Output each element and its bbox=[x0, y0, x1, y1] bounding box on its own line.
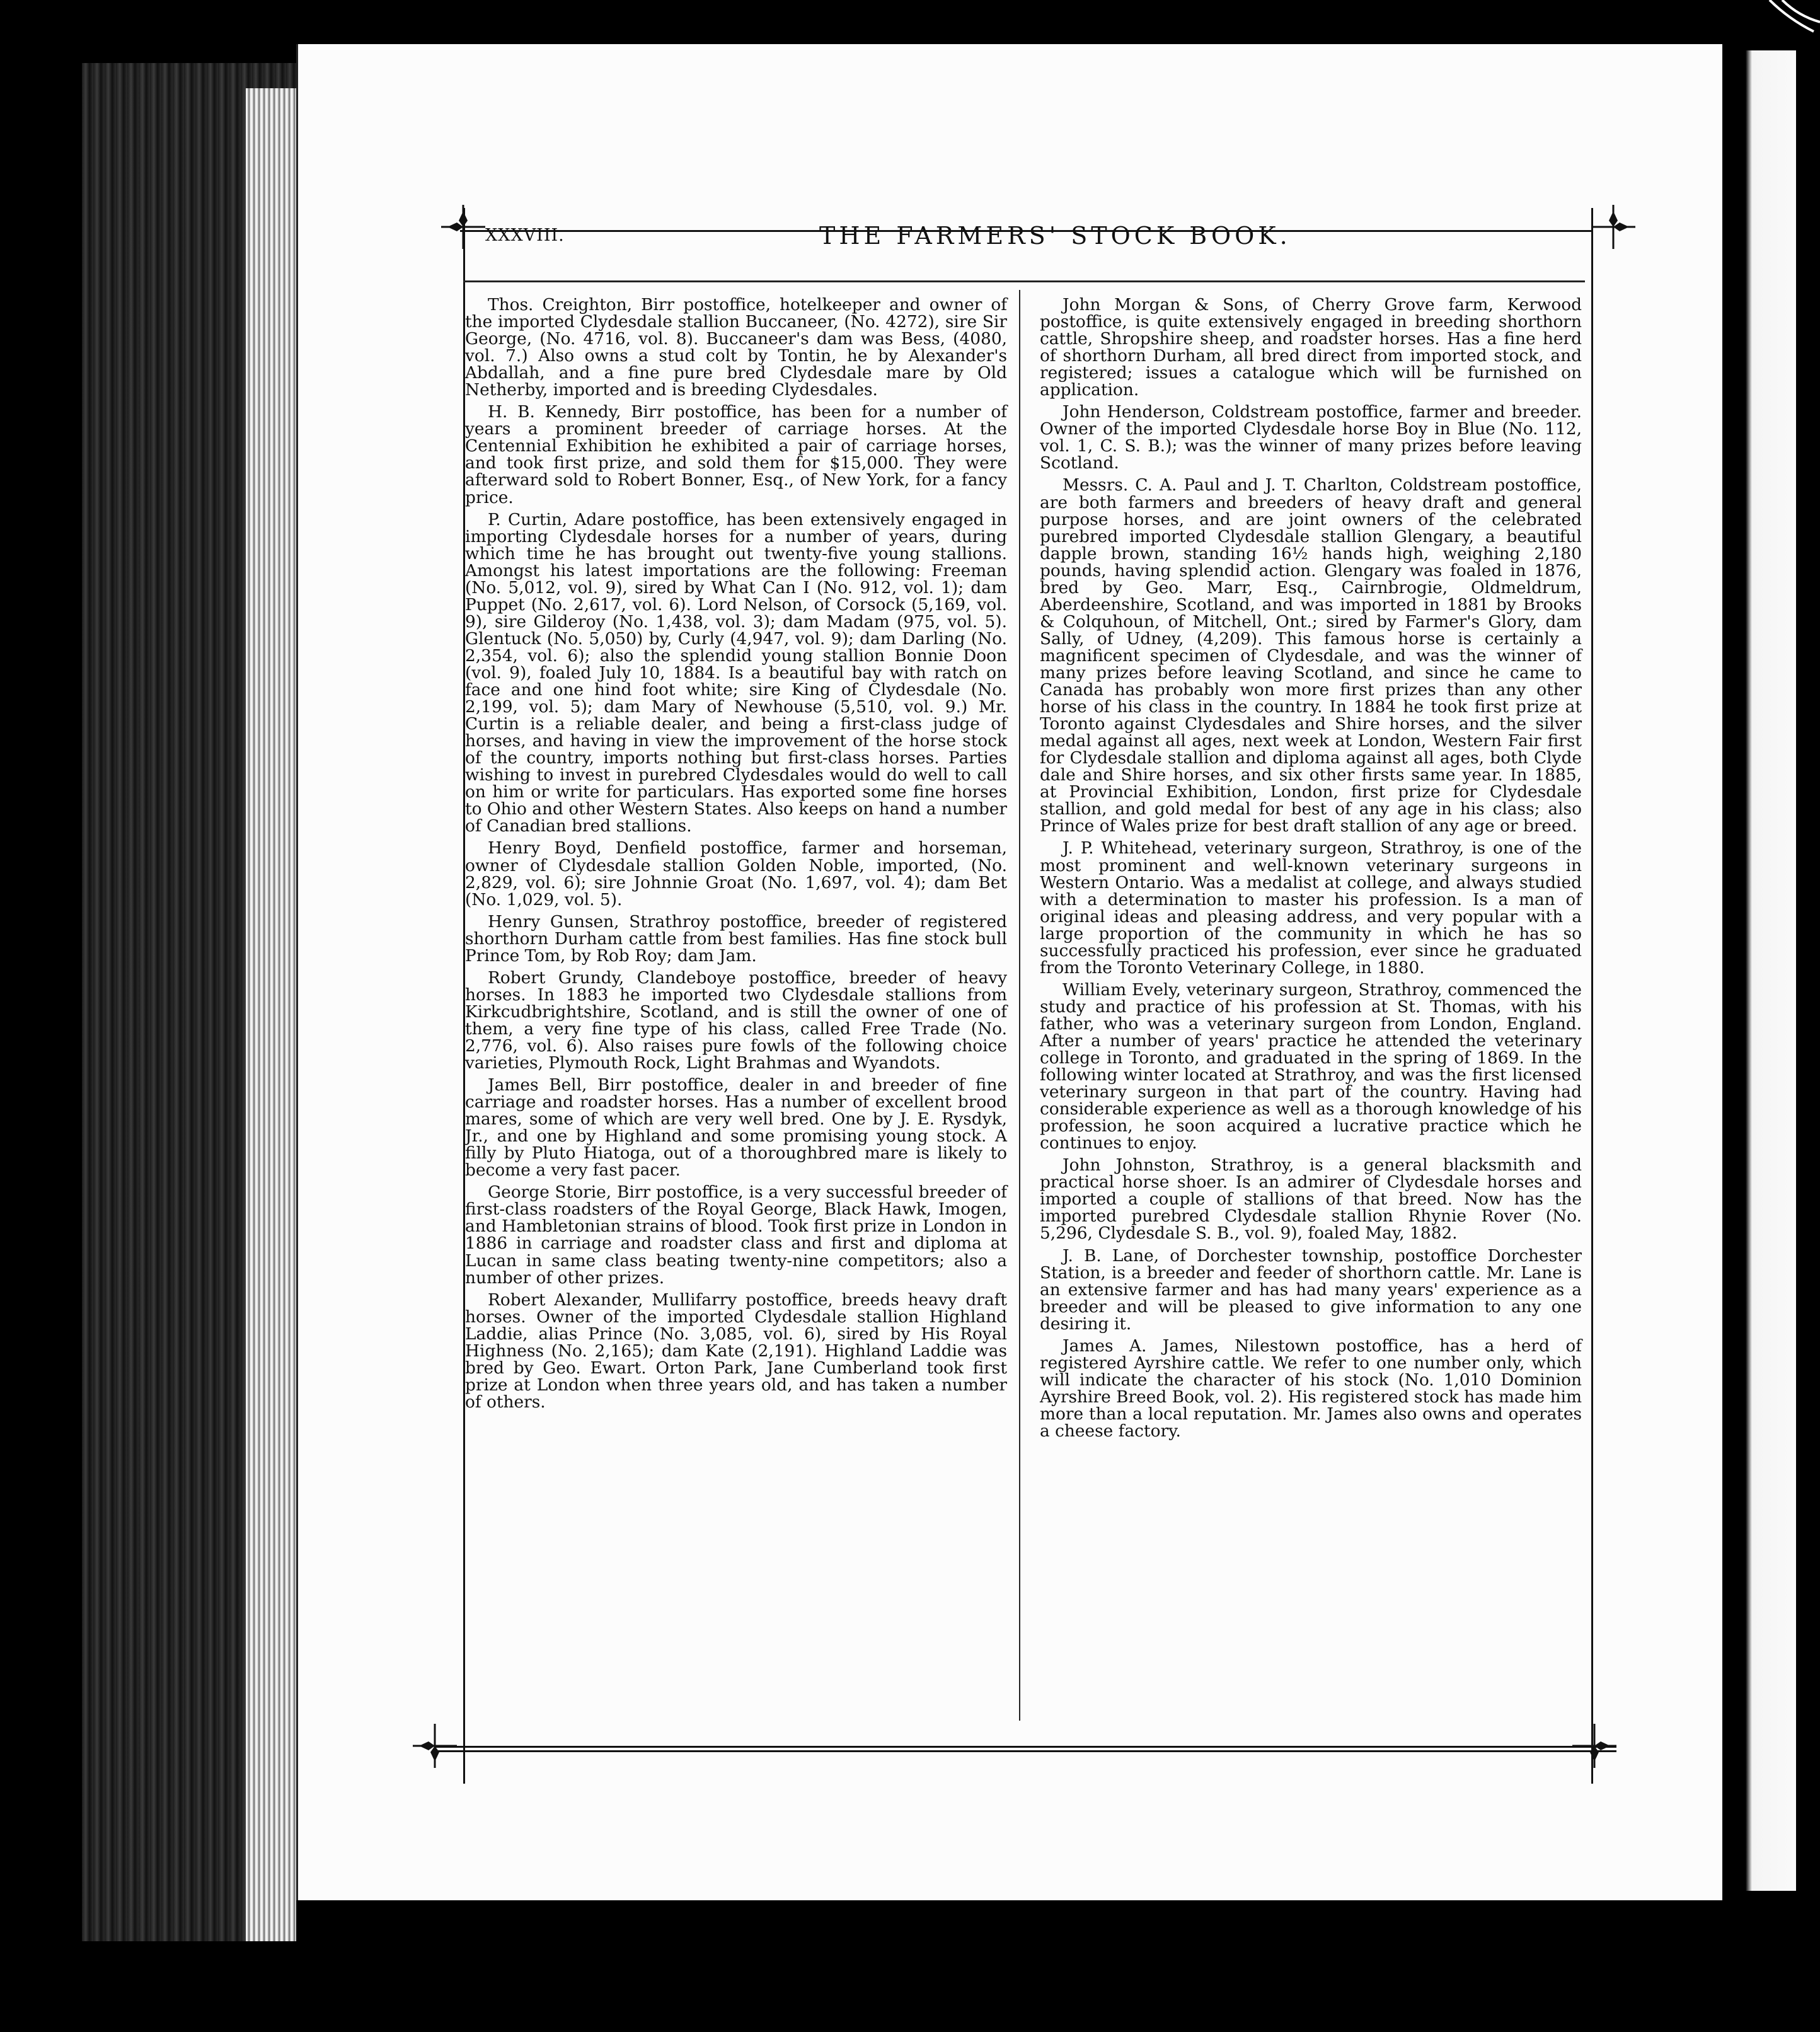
page-stack-edge bbox=[246, 88, 296, 1941]
entry-paragraph: Robert Alexander, Mullifarry postoffice, breeds heavy draft horses. Owner of the imported Clydesdale stallion Highland Laddie, alias Prince (No. 3,085, vol. 6), sired by His Royal Highness (No. 2,165); dam Kate (2,191). Highland Laddie was bred by Geo. Ewart. Orton Park, Jane Cumberland took first prize at London when three years old, and has taken a number of others. bbox=[465, 1290, 1007, 1412]
column-divider bbox=[1019, 290, 1020, 1721]
entry-paragraph: John Morgan & Sons, of Cherry Grove farm, Kerwood postoffice, is quite extensively engaged in breeding shorthorn cattle, Shropshire sheep, and roadster horses. Has a fine herd of shorthorn Durham, all bred direct from imported stock, and registered; issues a catalogue which will be furnished on application. bbox=[1040, 295, 1582, 400]
header-rule bbox=[463, 280, 1585, 282]
entry-paragraph: James Bell, Birr postoffice, dealer in and breeder of fine carriage and roadster horses. Has a number of excellent brood mares, some of which are very well bred. One by J. E. Rysdyk, Jr., and one by Highland and some promising young stock. A filly by Pluto Hiatoga, out of a thoroughbred mare is likely to become a very fast pacer. bbox=[465, 1075, 1007, 1181]
entry-paragraph: John Johnston, Strathroy, is a general blacksmith and practical horse shoer. Is an admirer of Clydesdale horses and imported a couple of stallions of that breed. Now has the imported purebred Clydesdale stallion Rhynie Rover (No. 5,296, Clydesdale S. B., vol. 9), foaled May, 1882. bbox=[1040, 1155, 1582, 1244]
entry-paragraph: James A. James, Nilestown postoffice, has a herd of registered Ayrshire cattle. We refer to one number only, which will indicate the character of his stock (No. 1,010 Dominion Ayrshire Breed Book, vol. 2). His registered stock has made him more than a local reputation. Mr. James also owns and operates a cheese factory. bbox=[1040, 1336, 1582, 1441]
entry-paragraph: Messrs. C. A. Paul and J. T. Charlton, Coldstream postoffice, are both farmers and breeders of heavy draft and general purpose horses, and are joint owners of the celebrated purebred imported Clydesdale stallion Glengary, a beautiful dapple brown, standing 16½ hands high, weighing 2,180 pounds, having splendid action. Glengary was foaled in 1876, bred by Geo. Marr, Esq., Cairnbrogie, Oldmeldrum, Aberdeenshire, Scotland, and was imported in 1881 by Brooks & Colquhoun, of Mitchell, Ont.; sired by Farmer's Glory, dam Sally, of Udney, (4,209). This famous horse is certainly a magnificent specimen of Clydesdale, and was the winner of many prizes before leaving Scotland, and since he came to Canada has probably won more first prizes than any other horse of his class in the country. In 1884 he took first prize at Toronto against Clydesdales and Shire horses, and the silver medal against all ages, next week at London, Western Fair first for Clydesdale stallion and diploma against all ages, both Clyde dale and Shire horses, and six other firsts same year. In 1885, at Provincial Exhibition, London, first prize for Clydesdale stallion, and gold medal for best of any age in his class; also Prince of Wales prize for best draft stallion of any age or breed. bbox=[1040, 475, 1582, 836]
bottom-border-rule-1 bbox=[435, 1746, 1616, 1748]
book-edge bbox=[82, 63, 296, 1941]
corner-ornament-top-right bbox=[1591, 205, 1635, 249]
corner-ornament-top-left bbox=[441, 205, 485, 249]
entry-paragraph: George Storie, Birr postoffice, is a very successful breeder of first-class roadsters of the Royal George, Black Hawk, Imogen, and Hambletonian strains of blood. Took first prize in London in 1886 in carriage and roadster class and first and diploma at Lucan in same class beating twenty-nine competitors; also a number of other prizes. bbox=[465, 1182, 1007, 1288]
entry-paragraph: Robert Grundy, Clandeboye postoffice, breeder of heavy horses. In 1883 he imported two Clydesdale stallions from Kirkcudbrightshire, Scotland, and is still the owner of one of them, a very fine type of his class, called Free Trade (No. 2,776, vol. 6). Also raises pure fowls of the following choice varieties, Plymouth Rock, Light Brahmas and Wyandots. bbox=[465, 967, 1007, 1073]
entry-paragraph: John Henderson, Coldstream postoffice, farmer and breeder. Owner of the imported Clydesdale horse Boy in Blue (No. 112, vol. 1, C. S. B.); was the winner of many prizes before leaving Scotland. bbox=[1040, 402, 1582, 473]
entry-paragraph: H. B. Kennedy, Birr postoffice, has been for a number of years a prominent breeder of carriage horses. At the Centennial Exhibition he exhibited a pair of carriage horses, and took first prize, and sold them for $15,000. They were afterward sold to Robert Bonner, Esq., of New York, for a fancy price. bbox=[465, 402, 1007, 507]
bottom-border-rule-2 bbox=[435, 1750, 1616, 1752]
entry-paragraph: P. Curtin, Adare postoffice, has been extensively engaged in importing Clydesdale horses for a number of years, during which time he has brought out twenty-five young stallions. Amongst his latest importations are the following: Freeman (No. 5,012, vol. 9), sired by What Can I (No. 912, vol. 1); dam Puppet (No. 2,617, vol. 6). Lord Nelson, of Corsock (5,169, vol. 9), sire Gilderoy (No. 1,438, vol. 3); dam Madam (975, vol. 5). Glentuck (No. 5,050) by, Curly (4,947, vol. 9); dam Darling (No. 2,354, vol. 6); also the splendid young stallion Bonnie Doon (vol. 9), foaled July 10, 1884. Is a beautiful bay with ratch on face and one hind foot white; sire King of Clydesdale (No. 2,199, vol. 5); dam Mary of Newhouse (5,510, vol. 9.) Mr. Curtin is a reliable dealer, and being a first-class judge of horses, and having in view the improvement of the horse stock of the country, imports nothing but first-class horses. Parties wishing to invest in purebred Clydesdales would do well to call on him or write for particulars. Has exported some fine horses to Ohio and other Western States. Also keeps on hand a number of Canadian bred stallions. bbox=[465, 509, 1007, 836]
corner-ornament-bottom-right bbox=[1572, 1724, 1616, 1768]
left-column bbox=[465, 296, 1007, 1416]
entry-paragraph: Henry Gunsen, Strathroy postoffice, breeder of registered shorthorn Durham cattle from best families. Has fine stock bull Prince Tom, by Rob Roy; dam Jam. bbox=[465, 911, 1007, 966]
running-title: THE FARMERS' STOCK BOOK. bbox=[819, 222, 1291, 250]
next-page-edge bbox=[1727, 50, 1796, 1891]
entry-paragraph: Thos. Creighton, Birr postoffice, hotelkeeper and owner of the imported Clydesdale stallion Buccaneer, (No. 4272), sire Sir George, (No. 4716, vol. 8). Buccaneer's dam was Bess, (4080, vol. 7.) Also owns a stud colt by Tontin, he by Alexander's Abdallah, and a fine pure bred Clydesdale mare by Old Netherby, imported and is breeding Clydesdales. bbox=[465, 295, 1007, 400]
page-header bbox=[485, 222, 1594, 260]
entry-paragraph: J. P. Whitehead, veterinary surgeon, Strathroy, is one of the most prominent and well-known veterinary surgeons in Western Ontario. Was a medalist at college, and always studied with a determination to master his profession. Is a man of original ideas and pleasing address, and very popular with a large proportion of the community in which he has so successfully practiced his profession, ever since he graduated from the Toronto Veterinary College, in 1880. bbox=[1040, 838, 1582, 978]
right-border-rule bbox=[1591, 208, 1593, 1784]
corner-curl-mark bbox=[1763, 0, 1820, 38]
right-column bbox=[1040, 296, 1582, 1445]
page-number: XXXVIII. bbox=[485, 226, 565, 245]
entry-paragraph: Henry Boyd, Denfield postoffice, farmer and horseman, owner of Clydesdale stallion Golden Noble, imported, (No. 2,829, vol. 6); sire Johnnie Groat (No. 1,697, vol. 4); dam Bet (No. 1,029, vol. 5). bbox=[465, 838, 1007, 909]
entry-paragraph: J. B. Lane, of Dorchester township, postoffice Dorchester Station, is a breeder and feeder of shorthorn cattle. Mr. Lane is an extensive farmer and has had many years' experience as a breeder and will be pleased to give information to any one desiring it. bbox=[1040, 1245, 1582, 1334]
corner-ornament-bottom-left bbox=[413, 1724, 457, 1768]
entry-paragraph: William Evely, veterinary surgeon, Strathroy, commenced the study and practice of his profession at St. Thomas, with his father, who was a veterinary surgeon from London, England. After a number of years' practice he attended the veterinary college in Toronto, and graduated in the spring of 1869. In the following winter located at Strathroy, and was the first licensed veterinary surgeon in that part of the country. Having had considerable experience as well as a thorough knowledge of his profession, he soon acquired a lucrative practice which he continues to enjoy. bbox=[1040, 979, 1582, 1153]
